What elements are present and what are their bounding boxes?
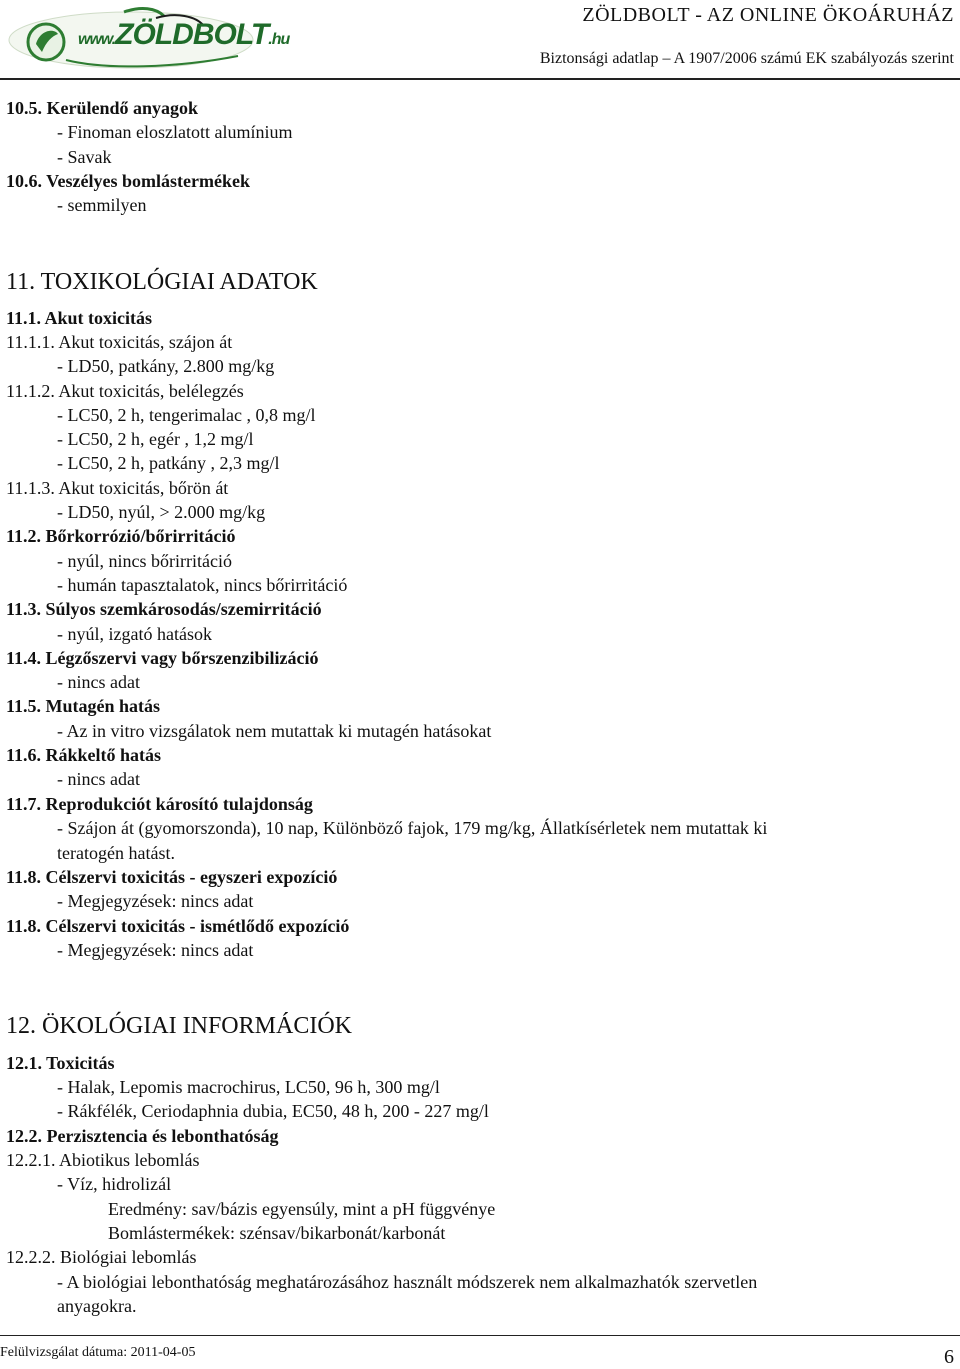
section-12-title: 12. ÖKOLÓGIAI INFORMÁCIÓK	[6, 1013, 352, 1039]
section-11-1-heading: 11.1. Akut toxicitás	[6, 308, 153, 328]
list-item: - nincs adat	[57, 769, 140, 789]
list-item: - Megjegyzések: nincs adat	[57, 940, 254, 960]
list-item: - LC50, 2 h, egér , 1,2 mg/l	[57, 429, 254, 449]
list-item-continuation: teratogén hatást.	[57, 843, 175, 863]
list-item: - Halak, Lepomis macrochirus, LC50, 96 h, 300 mg/l	[57, 1077, 440, 1097]
header-divider	[0, 78, 960, 80]
section-10-6-heading: 10.6. Veszélyes bomlástermékek	[6, 171, 250, 191]
list-item: - Víz, hidrolizál	[57, 1174, 172, 1194]
page-number: 6	[944, 1346, 954, 1368]
list-item: - nyúl, nincs bőrirritáció	[57, 551, 232, 571]
list-item: - Savak	[57, 147, 112, 167]
section-11-7-heading: 11.7. Reprodukciót károsító tulajdonság	[6, 794, 313, 814]
logo-www: www.	[78, 31, 116, 48]
list-item: - A biológiai lebonthatóság meghatározásához használt módszerek nem alkalmazhatók szervetlen	[57, 1272, 758, 1292]
detail-line: Bomlástermékek: szénsav/bikarbonát/karbonát	[108, 1223, 446, 1243]
section-11-title: 11. TOXIKOLÓGIAI ADATOK	[6, 269, 318, 295]
logo-wordmark	[78, 18, 289, 52]
list-item: - nyúl, izgató hatások	[57, 624, 212, 644]
section-12-2-heading: 12.2. Perzisztencia és lebonthatóság	[6, 1126, 279, 1146]
section-11-2-heading: 11.2. Bőrkorrózió/bőrirritáció	[6, 526, 236, 546]
list-item: - LD50, patkány, 2.800 mg/kg	[57, 356, 275, 376]
list-item: - Az in vitro vizsgálatok nem mutattak ki mutagén hatásokat	[57, 721, 492, 741]
list-item: - LC50, 2 h, patkány , 2,3 mg/l	[57, 453, 280, 473]
section-11-3-heading: 11.3. Súlyos szemkárosodás/szemirritáció	[6, 599, 322, 619]
section-10-5-heading: 10.5. Kerülendő anyagok	[6, 98, 199, 118]
list-item: - Rákfélék, Ceriodaphnia dubia, EC50, 48 h, 200 - 227 mg/l	[57, 1101, 489, 1121]
detail-line: Eredmény: sav/bázis egyensúly, mint a pH függvénye	[108, 1199, 496, 1219]
list-item: - LD50, nyúl, > 2.000 mg/kg	[57, 502, 266, 522]
footer-divider	[0, 1335, 960, 1336]
revision-date: Felülvizsgálat dátuma: 2011-04-05	[0, 1345, 196, 1360]
section-11-8-repeat-heading: 11.8. Célszervi toxicitás - ismétlődő expozíció	[6, 916, 350, 936]
zoldbolt-logo	[6, 4, 290, 72]
header-subtitle: Biztonsági adatlap – A 1907/2006 számú EK szabályozás szerint	[539, 50, 954, 67]
section-12-1-heading: 12.1. Toxicitás	[6, 1053, 115, 1073]
logo-main: ZÖLDBOLT	[115, 18, 269, 51]
section-11-6-heading: 11.6. Rákkeltő hatás	[6, 745, 162, 765]
section-11-5-heading: 11.5. Mutagén hatás	[6, 696, 161, 716]
list-item: - Megjegyzések: nincs adat	[57, 891, 254, 911]
list-item: - humán tapasztalatok, nincs bőrirritáció	[57, 575, 348, 595]
list-item: - semmilyen	[57, 195, 147, 215]
header-title: ZÖLDBOLT - AZ ONLINE ÖKOÁRUHÁZ	[582, 4, 954, 26]
list-item: - LC50, 2 h, tengerimalac , 0,8 mg/l	[57, 405, 316, 425]
list-item: - Szájon át (gyomorszonda), 10 nap, Különböző fajok, 179 mg/kg, Állatkísérletek nem mutattak ki	[57, 818, 768, 838]
section-11-4-heading: 11.4. Légzőszervi vagy bőrszenzibilizáció	[6, 648, 319, 668]
list-item: - nincs adat	[57, 672, 140, 692]
subsection-heading: 11.1.3. Akut toxicitás, bőrön át	[6, 478, 229, 498]
section-11-8-heading: 11.8. Célszervi toxicitás - egyszeri expozíció	[6, 867, 338, 887]
subsection-heading: 11.1.2. Akut toxicitás, belélegzés	[6, 381, 244, 401]
logo-tld: .hu	[268, 31, 290, 48]
list-item: - Finoman eloszlatott alumínium	[57, 122, 293, 142]
subsection-heading: 12.2.1. Abiotikus lebomlás	[6, 1150, 200, 1170]
subsection-heading: 12.2.2. Biológiai lebomlás	[6, 1247, 197, 1267]
list-item-continuation: anyagokra.	[57, 1296, 137, 1316]
subsection-heading: 11.1.1. Akut toxicitás, szájon át	[6, 332, 233, 352]
